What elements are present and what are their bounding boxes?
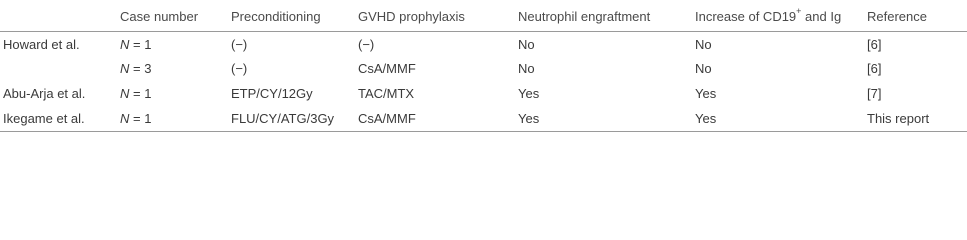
cell-case-number — [114, 106, 225, 131]
case-n-symbol: N — [120, 61, 130, 76]
cell-author: Ikegame et al. — [0, 106, 114, 131]
header-cd19-superscript: + — [796, 6, 802, 17]
cell-gvhd-prophylaxis: CsA/MMF — [352, 106, 512, 131]
header-cd19-text: Increase of CD19 — [695, 8, 797, 24]
cell-preconditioning: (−) — [231, 61, 248, 76]
cell-case-number — [114, 56, 225, 81]
case-n-symbol: N — [120, 37, 130, 53]
cell-preconditioning: ETP/CY/12Gy — [231, 86, 313, 101]
cell-case-number — [114, 81, 225, 106]
cell-preconditioning: (−) — [231, 37, 248, 53]
cell-reference: [6] — [867, 61, 882, 76]
header-preconditioning: Preconditioning — [225, 0, 352, 31]
header-author — [0, 0, 114, 31]
cell-gvhd-prophylaxis: (−) — [358, 37, 375, 53]
cell-author: Howard et al. — [3, 37, 80, 53]
cell-case-number — [114, 31, 225, 56]
case-n-symbol: N — [120, 86, 130, 101]
header-cd19-increase — [689, 0, 861, 31]
cell-author — [0, 56, 114, 81]
table-row — [0, 56, 967, 81]
table-row — [0, 81, 967, 106]
header-case-number: Case number — [114, 0, 225, 31]
cell-neutrophil-engraftment: No — [518, 61, 535, 76]
cell-gvhd-prophylaxis: TAC/MTX — [358, 86, 415, 101]
case-n-value: = 1 — [129, 86, 152, 101]
cell-preconditioning: FLU/CY/ATG/3Gy — [225, 106, 352, 131]
cell-gvhd-prophylaxis: CsA/MMF — [358, 61, 416, 76]
cell-reference: [7] — [867, 86, 882, 101]
case-n-value: = 1 — [129, 37, 152, 53]
header-neutrophil-engraftment: Neutrophil engraftment — [512, 0, 689, 31]
cell-neutrophil-engraftment: No — [518, 37, 535, 53]
cell-reference: This report — [861, 106, 967, 131]
cell-cd19-increase: No — [695, 37, 712, 53]
case-n-value: = 1 — [129, 110, 152, 126]
cell-cd19-increase: Yes — [695, 86, 717, 101]
table-row — [0, 31, 967, 56]
table-header-row — [0, 0, 967, 31]
header-cd19-suffix: and Ig — [801, 8, 842, 24]
cell-neutrophil-engraftment: Yes — [512, 106, 689, 131]
header-reference: Reference — [861, 0, 967, 31]
cell-cd19-increase: Yes — [689, 106, 861, 131]
cell-reference: [6] — [867, 37, 882, 53]
cell-neutrophil-engraftment: Yes — [518, 86, 540, 101]
case-n-symbol: N — [120, 110, 130, 126]
case-n-value: = 3 — [129, 61, 152, 76]
header-gvhd-prophylaxis: GVHD prophylaxis — [352, 0, 512, 31]
cell-cd19-increase: No — [695, 61, 712, 76]
cell-author: Abu-Arja et al. — [3, 86, 86, 101]
table-row — [0, 106, 967, 131]
